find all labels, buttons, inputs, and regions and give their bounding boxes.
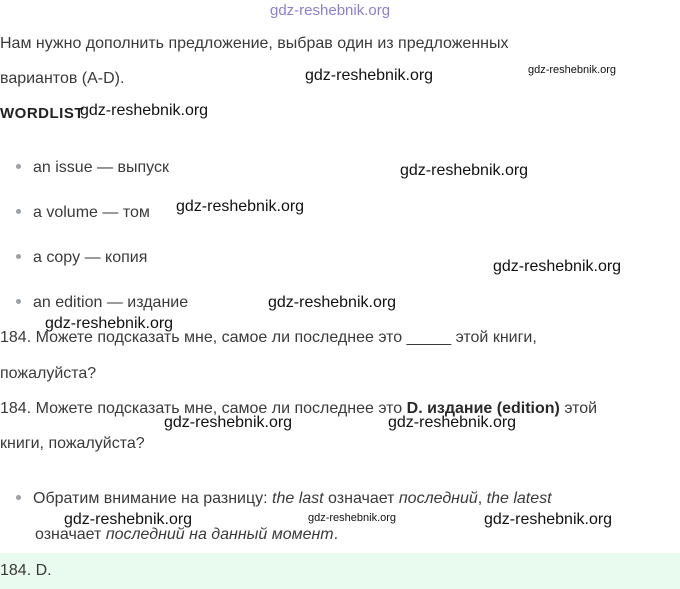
answer-label: 184. D. — [0, 562, 52, 579]
list-item — [16, 157, 169, 179]
watermark: gdz-reshebnik.org — [493, 258, 622, 275]
list-item-text: an edition — издание — [33, 294, 189, 311]
watermark: gdz-reshebnik.org — [308, 512, 397, 524]
list-item-text: a volume — том — [33, 204, 150, 221]
watermark: gdz-reshebnik.org — [484, 511, 613, 528]
list-item-text: an issue — выпуск — [33, 159, 169, 176]
answer-sentence-bold: D. издание (edition) — [406, 400, 560, 417]
answer-sentence-line-2: книги, пожалуйста? — [0, 435, 145, 452]
watermark: gdz-reshebnik.org — [388, 414, 517, 431]
watermark: gdz-reshebnik.org — [400, 162, 529, 179]
wordlist-heading: WORDLIST — [0, 105, 84, 122]
watermark: gdz-reshebnik.org — [305, 67, 434, 84]
watermark: gdz-reshebnik.org — [64, 511, 193, 528]
note-i3: the latest — [486, 490, 552, 507]
list-item-text: a copy — копия — [33, 249, 148, 266]
note-i4: последний на данный момент — [105, 526, 334, 543]
answer-sentence-before: 184. Можете подсказать мне, самое ли последнее это — [0, 400, 407, 417]
bullet-icon — [16, 209, 21, 214]
note-p3: , — [477, 490, 487, 507]
note-p5: . — [333, 526, 339, 543]
bullet-icon — [16, 254, 21, 259]
watermark-top: gdz-reshebnik.org — [270, 2, 391, 19]
question-line-2: пожалуйста? — [0, 365, 97, 382]
watermark: gdz-reshebnik.org — [80, 102, 209, 119]
note-p2: означает — [323, 490, 399, 507]
note-i2: последний — [398, 490, 478, 507]
note-i1: the last — [272, 490, 324, 507]
bullet-icon — [16, 164, 21, 169]
watermark: gdz-reshebnik.org — [45, 315, 174, 332]
note-item — [16, 488, 552, 510]
list-item — [16, 247, 147, 269]
watermark: gdz-reshebnik.org — [268, 294, 397, 311]
intro-line-1: Нам нужно дополнить предложение, выбрав один из предложенных — [0, 35, 509, 52]
answer-highlight — [0, 553, 680, 589]
note-p4: означает — [35, 526, 106, 543]
watermark: gdz-reshebnik.org — [176, 198, 305, 215]
list-item — [16, 202, 150, 224]
bullet-icon — [16, 299, 21, 304]
answer-sentence-after: этой — [559, 400, 598, 417]
watermark: gdz-reshebnik.org — [528, 64, 617, 76]
list-item — [16, 292, 188, 314]
watermark: gdz-reshebnik.org — [164, 414, 293, 431]
intro-line-2: вариантов (A-D). — [0, 70, 125, 87]
question-line-1: 184. Можете подсказать мне, самое ли последнее это _____ этой книги, — [0, 329, 537, 346]
note-p1: Обратим внимание на разницу: — [33, 490, 273, 507]
bullet-icon — [16, 495, 21, 500]
